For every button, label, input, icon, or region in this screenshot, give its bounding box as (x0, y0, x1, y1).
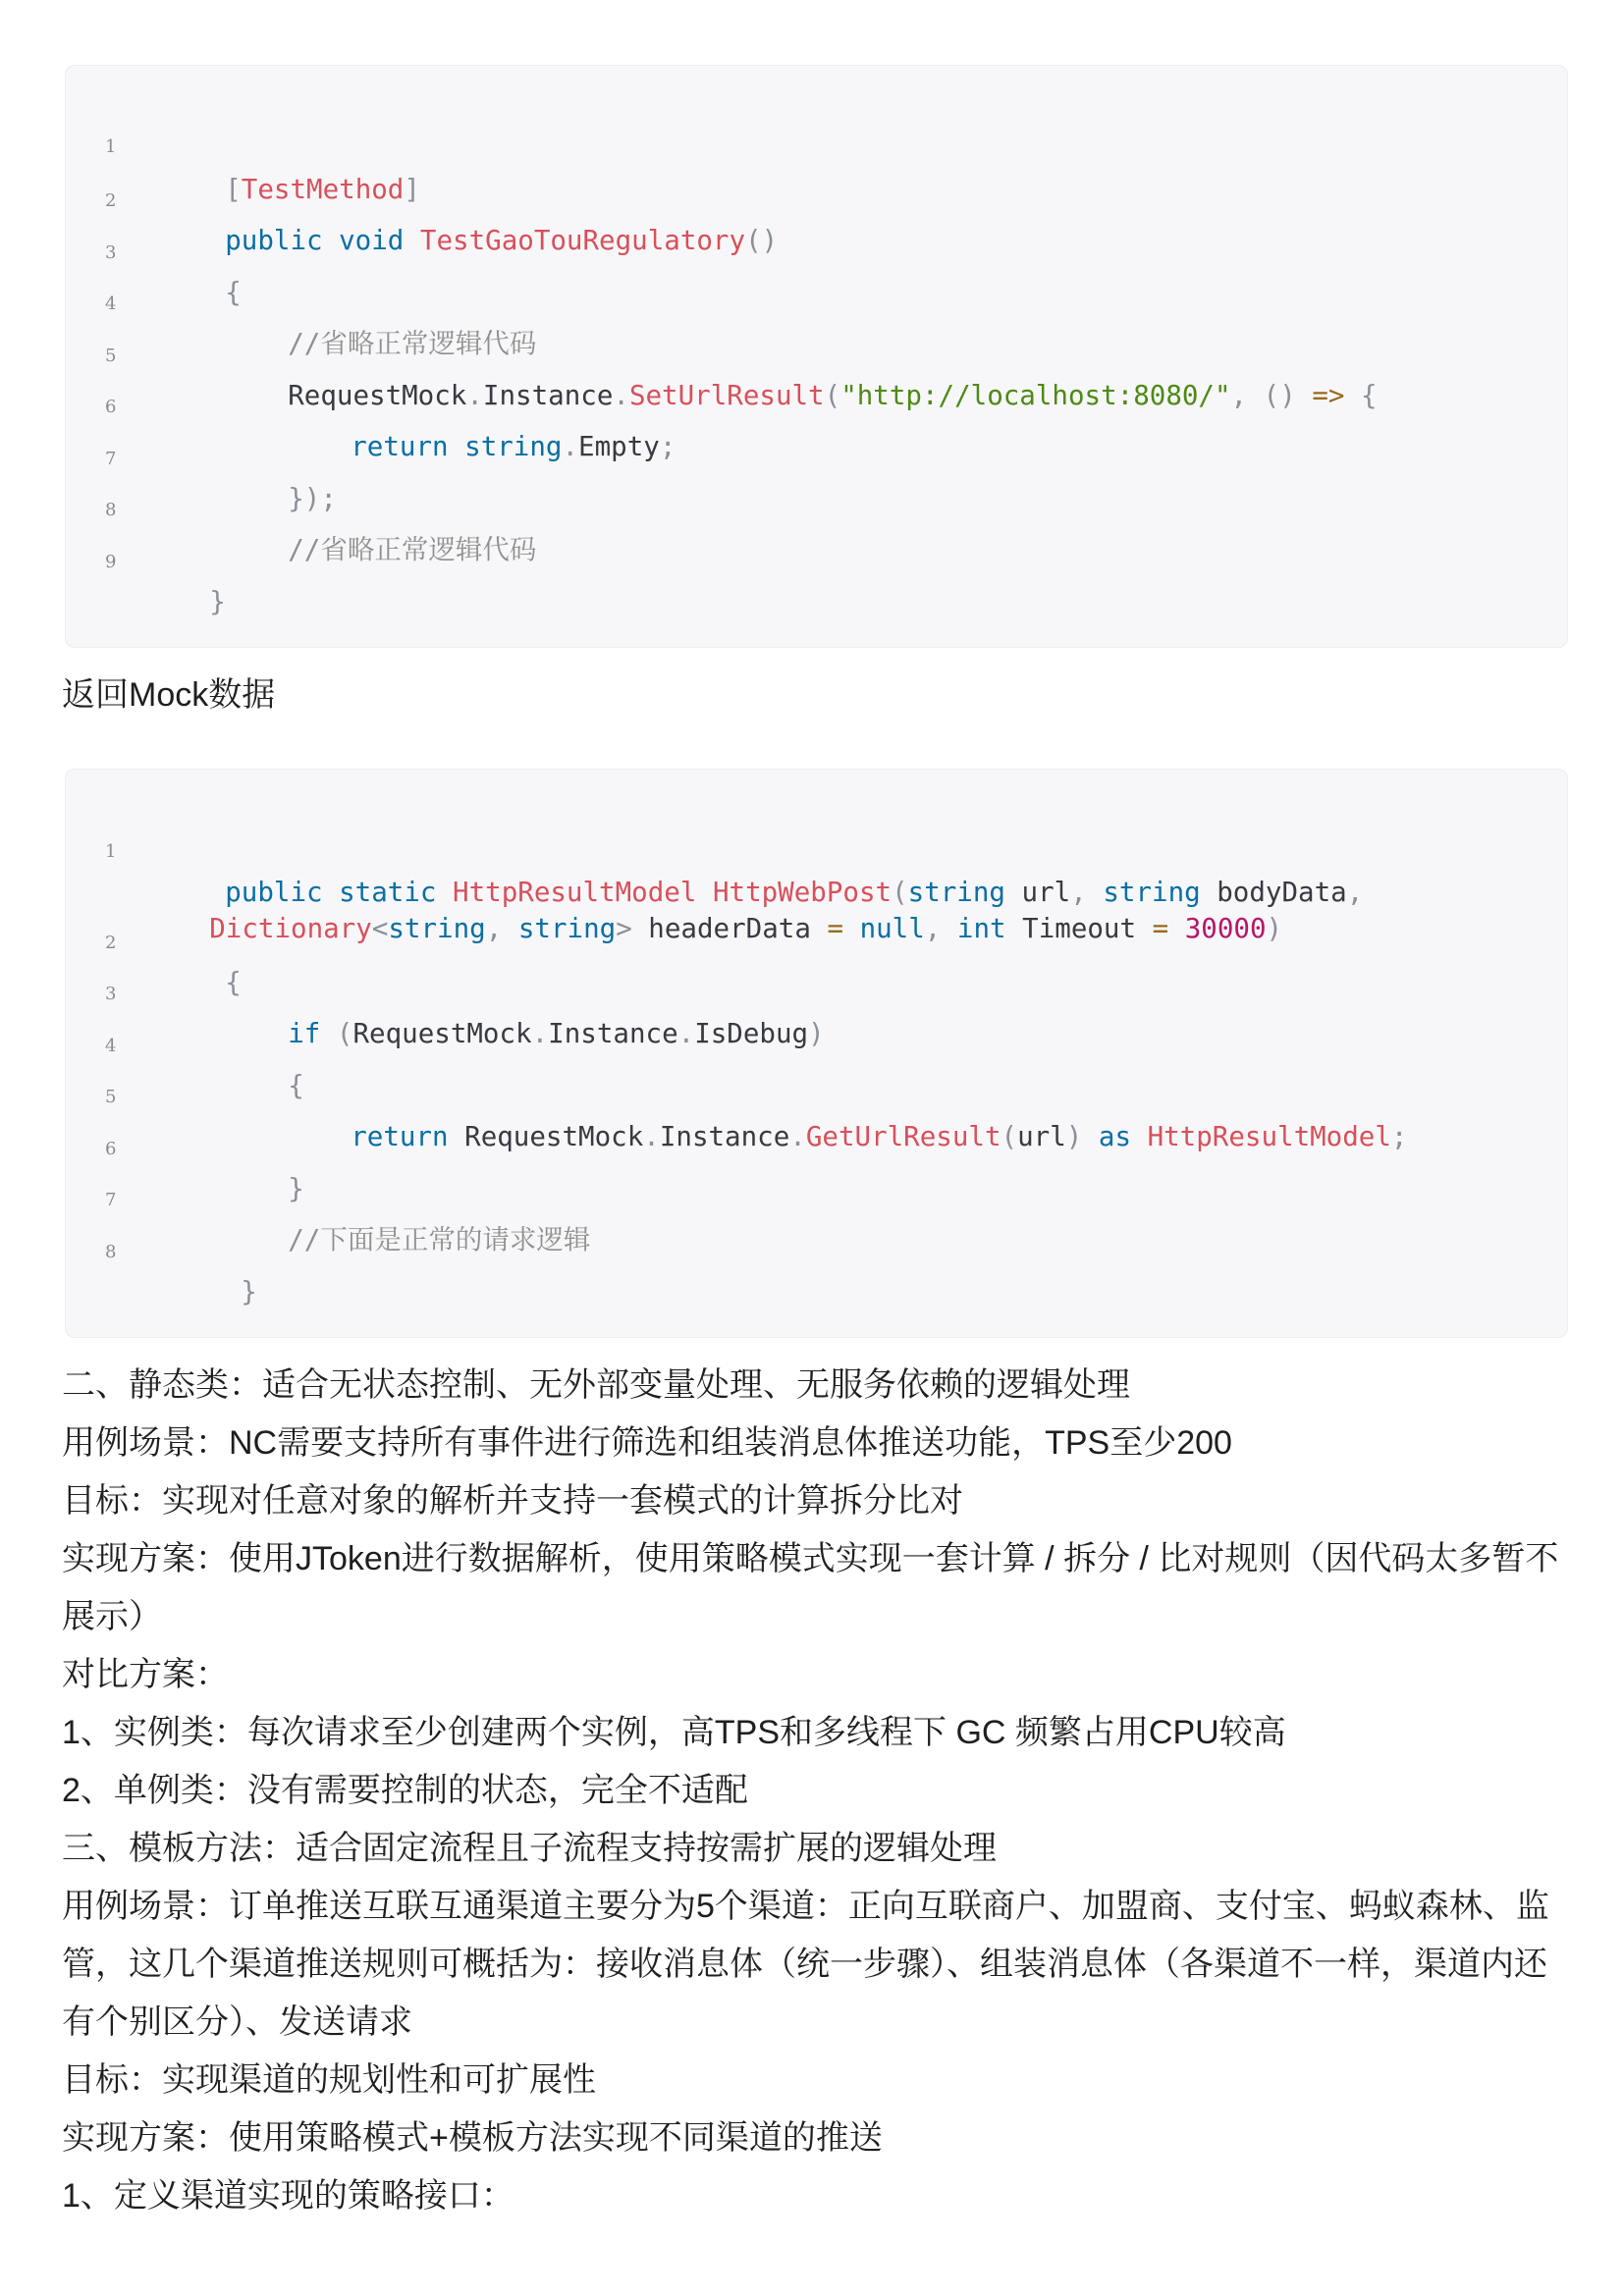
code-token: ( (824, 380, 841, 411)
code-token: ( (1001, 1121, 1018, 1152)
code-token: Instance (482, 380, 614, 411)
code-token: bodyData (1200, 877, 1347, 908)
line-number: 2 (105, 933, 117, 953)
code-token: public void (225, 225, 420, 256)
code-token: . (466, 380, 483, 411)
code-token: = (827, 913, 843, 944)
list-item-define-interface: 1、定义渠道实现的策略接口： (62, 2177, 514, 2215)
code-token: } (209, 586, 226, 617)
code-token: as (1082, 1121, 1148, 1152)
code-token: < (371, 913, 389, 944)
line-number: 7 (105, 449, 117, 469)
code-line (286, 394, 676, 500)
paragraph-use-case-2: 用例场景：订单推送互联互通渠道主要分为5个渠道：正向互联商户、加盟商、支付宝、蚂蚁森林、监 (62, 1888, 1549, 1925)
code-token: => (1295, 380, 1362, 411)
code-token: IsDebug (694, 1018, 809, 1049)
code-token: } (241, 1276, 257, 1308)
code-token: string (464, 431, 563, 462)
line-number: 5 (105, 346, 117, 366)
code-token: TestGaoTouRegulatory (419, 225, 746, 256)
code-token: string (1103, 877, 1201, 908)
code-token: , (1070, 877, 1104, 908)
list-item-singleton-class: 2、单例类：没有需要控制的状态，完全不适配 (62, 1772, 748, 1809)
code-token: RequestMock (288, 380, 467, 411)
code-token: null (859, 913, 925, 944)
code-line (176, 1239, 257, 1345)
code-token: { (288, 1070, 304, 1101)
code-token: headerData (631, 913, 828, 944)
paragraph-use-case-2-cont-2: 有个别区分）、发送请求 (62, 2003, 412, 2041)
code-line-wrapped (144, 876, 1282, 982)
code-line (160, 187, 778, 294)
paragraph-use-case-2-cont: 管，这几个渠道推送规则可概括为：接收消息体（统一步骤）、组装消息体（各渠道不一样，渠道内还 (62, 1946, 1547, 1983)
code-token: ( (892, 877, 908, 908)
line-number: 5 (105, 1087, 117, 1107)
line-number: 6 (105, 397, 117, 417)
code-token: int (956, 913, 1006, 944)
code-token: > (616, 913, 632, 944)
code-string: "http://localhost:8080/" (840, 380, 1231, 411)
code-token: { (225, 967, 242, 998)
line-number: 2 (105, 190, 117, 211)
paragraph-use-case: 用例场景：NC需要支持所有事件进行筛选和组装消息体推送功能，TPS至少200 (62, 1424, 1232, 1462)
code-token: . (531, 1018, 549, 1049)
code-token: TestMethod (241, 174, 405, 205)
code-token: if (288, 1018, 321, 1049)
code-token: ) (808, 1018, 825, 1049)
line-number: 6 (105, 1139, 117, 1159)
code-line (223, 1187, 590, 1293)
code-token: ; (659, 431, 676, 462)
list-item-instance-class: 1、实例类：每次请求至少创建两个实例，高TPS和多线程下 GC 频繁占用CPU较高 (62, 1714, 1286, 1751)
paragraph-comparison: 对比方案： (62, 1656, 229, 1693)
line-number: 4 (105, 294, 117, 314)
code-token: string (388, 913, 486, 944)
line-number: 9 (105, 552, 117, 572)
section-label: 返回Mock数据 (62, 676, 276, 714)
line-number: 8 (105, 1242, 117, 1262)
code-token: url (1017, 1121, 1066, 1152)
code-token: HttpResultModel (1147, 1121, 1391, 1152)
code-token: ) (1065, 1121, 1083, 1152)
code-token: RequestMock (352, 1018, 532, 1049)
line-number: 3 (105, 984, 117, 1004)
code-token: . (789, 1121, 806, 1152)
code-token: } (288, 1173, 304, 1204)
code-line (223, 981, 825, 1087)
code-token: return (351, 431, 465, 462)
code-comment: //省略正常逻辑代码 (288, 534, 537, 565)
code-token (1168, 913, 1185, 944)
code-token: [ (225, 174, 242, 205)
line-number: 1 (105, 136, 117, 157)
code-token: Timeout (1005, 913, 1153, 944)
paragraph-solution-cont: 展示） (62, 1598, 162, 1635)
code-token: , (485, 913, 518, 944)
paragraph-solution: 实现方案：使用JToken进行数据解析，使用策略模式实现一套计算 / 拆分 / 比对规则（因代码太多暂不 (62, 1540, 1559, 1577)
code-token: . (677, 1018, 695, 1049)
code-token: Instance (659, 1121, 790, 1152)
code-token: ( (320, 1018, 353, 1049)
code-line (223, 497, 536, 603)
line-number: 4 (105, 1036, 117, 1056)
line-number: 3 (105, 242, 117, 263)
paragraph-goal: 目标：实现对任意对象的解析并支持一套模式的计算拆分比对 (62, 1482, 963, 1520)
section-heading-static-class: 二、静态类：适合无状态控制、无外部变量处理、无服务依赖的逻辑处理 (62, 1366, 1130, 1404)
code-token: () (745, 225, 779, 256)
code-token: . (613, 380, 629, 411)
code-token: ; (1390, 1121, 1408, 1152)
code-token: Dictionary (209, 913, 372, 944)
code-token: { (1361, 380, 1378, 411)
code-number: 30000 (1184, 913, 1267, 944)
code-token: . (643, 1121, 660, 1152)
code-token: string (907, 877, 1005, 908)
code-token: ) (1266, 913, 1283, 944)
code-line (286, 1084, 1407, 1190)
code-line (144, 549, 226, 655)
code-token: , (1346, 877, 1364, 908)
code-token: url (1004, 877, 1071, 908)
line-number: 8 (105, 500, 117, 520)
code-token: }); (288, 483, 337, 514)
code-token: Instance (548, 1018, 678, 1049)
code-comment: //下面是正常的请求逻辑 (288, 1224, 591, 1255)
code-token: string (517, 913, 617, 944)
code-comment: //省略正常逻辑代码 (288, 328, 537, 359)
code-block-test-method (65, 65, 1568, 648)
paragraph-solution-2: 实现方案：使用策略模式+模板方法实现不同渠道的推送 (62, 2119, 883, 2157)
code-token: GetUrlResult (805, 1121, 1001, 1152)
code-token: HttpWebPost (712, 877, 893, 908)
line-number: 7 (105, 1190, 117, 1210)
code-token (843, 913, 860, 944)
code-token: , (1230, 380, 1264, 411)
code-block-http-web-post (65, 769, 1568, 1338)
code-token: public static (225, 877, 454, 908)
code-token: , (924, 913, 957, 944)
section-heading-template-method: 三、模板方法：适合固定流程且子流程支持按需扩展的逻辑处理 (62, 1830, 997, 1867)
code-token: HttpResultModel (453, 877, 697, 908)
code-token: SetUrlResult (628, 380, 825, 411)
code-token: { (225, 277, 242, 308)
paragraph-goal-2: 目标：实现渠道的规划性和可扩展性 (62, 2061, 596, 2099)
code-token: . (562, 431, 579, 462)
code-token: () (1263, 380, 1296, 411)
code-token: return (351, 1121, 465, 1152)
code-token: = (1152, 913, 1169, 944)
line-number: 1 (105, 841, 117, 862)
code-token: Empty (578, 431, 660, 462)
code-token: RequestMock (464, 1121, 644, 1152)
code-token: ] (404, 174, 420, 205)
